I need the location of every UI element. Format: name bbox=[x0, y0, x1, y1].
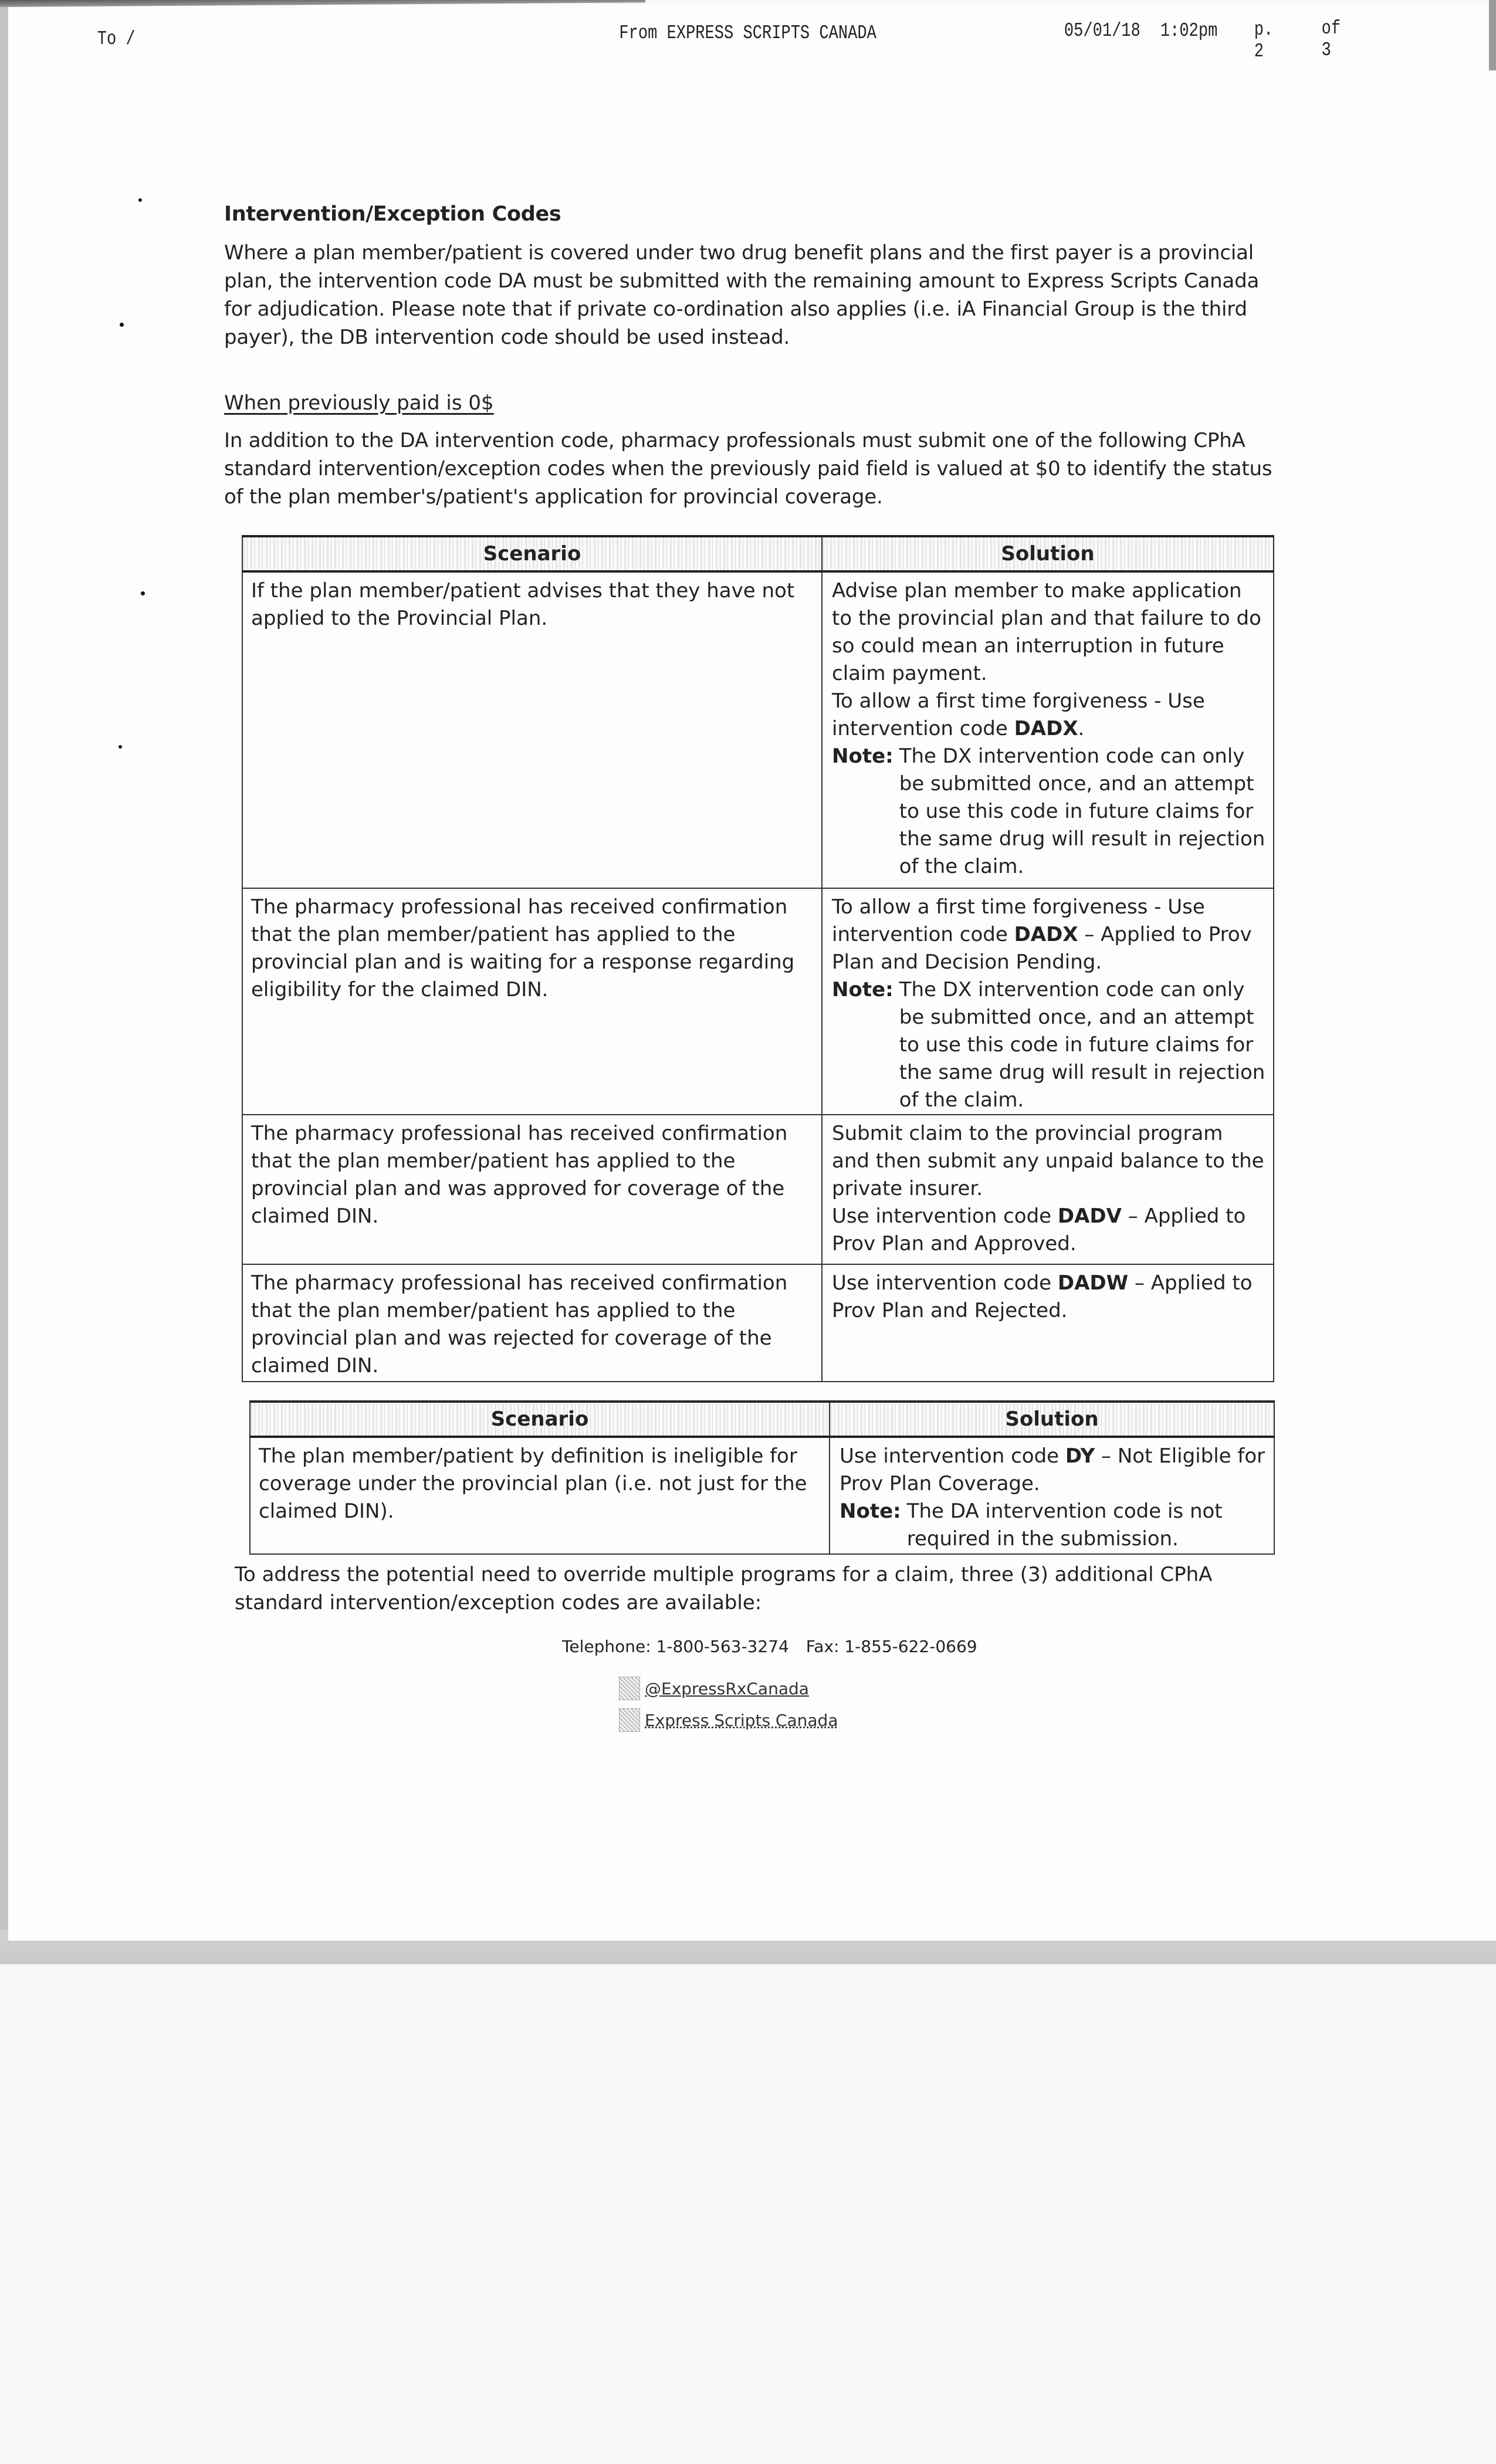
scenario-cell: The pharmacy professional has received confirmation that the plan member/patient has applied to the provincial plan and is waiting for a response regarding eligibility for the claimed DIN. bbox=[242, 888, 822, 1115]
scenario-cell: The pharmacy professional has received confirmation that the plan member/patient has applied to the provincial plan and was rejected for coverage of the claimed DIN. bbox=[242, 1264, 822, 1382]
column-header-solution: Solution bbox=[822, 536, 1274, 571]
scan-speck bbox=[138, 198, 142, 202]
codes-table bbox=[242, 535, 1274, 1382]
closing-paragraph: To address the potential need to override multiple programs for a claim, three (3) additional CPhA standard intervention/exception codes are available: bbox=[235, 1563, 1213, 1615]
solution-code-line bbox=[832, 1270, 1266, 1325]
solution-text: Advise plan member to make application to the provincial plan and that failure to do so could mean an interruption in future claim payment. bbox=[832, 579, 1261, 685]
scenario-cell: The plan member/patient by definition is ineligible for coverage under the provincial plan (i.e. not just for the claimed DIN). bbox=[250, 1437, 830, 1554]
linkedin-link-row bbox=[619, 1708, 838, 1732]
solution-cell bbox=[822, 888, 1274, 1115]
note-text: The DA intervention code is not required in the submission. bbox=[906, 1500, 1223, 1551]
column-header-scenario: Scenario bbox=[242, 536, 822, 571]
note bbox=[832, 976, 1266, 1114]
solution-suffix: . bbox=[1078, 717, 1085, 740]
table-header-row bbox=[242, 536, 1274, 571]
contact-line bbox=[562, 1637, 989, 1656]
solution-suffix: – Not Eligible for Prov Plan Coverage. bbox=[840, 1444, 1265, 1495]
solution-text: Submit claim to the provincial program and then submit any unpaid balance to the private insurer. bbox=[832, 1122, 1264, 1200]
table-header-row bbox=[250, 1402, 1274, 1437]
fax-to: To / bbox=[97, 28, 136, 50]
fax-header bbox=[8, 18, 1341, 62]
scan-edge-right bbox=[1489, 0, 1496, 70]
table-row bbox=[250, 1437, 1274, 1554]
section-title: Intervention/Exception Codes bbox=[224, 202, 561, 226]
linkedin-link[interactable]: Express Scripts Canada bbox=[645, 1710, 838, 1730]
solution-cell bbox=[822, 1264, 1274, 1382]
solution-cell bbox=[822, 571, 1274, 888]
subsection-heading: When previously paid is 0$ bbox=[224, 391, 494, 415]
solution-suffix: – Applied to Prov Plan and Approved. bbox=[832, 1204, 1246, 1255]
intervention-code: DADX bbox=[1014, 923, 1078, 946]
fax-number: Fax: 1-855-622-0669 bbox=[805, 1637, 977, 1656]
intervention-code: DADV bbox=[1057, 1204, 1122, 1228]
solution-cell bbox=[830, 1437, 1274, 1554]
solution-cell bbox=[822, 1115, 1274, 1264]
column-header-scenario: Scenario bbox=[250, 1402, 830, 1437]
main-content bbox=[224, 202, 1280, 511]
ineligible-table bbox=[249, 1400, 1275, 1555]
twitter-link-row bbox=[619, 1677, 809, 1700]
scenario-cell: If the plan member/patient advises that they have not applied to the Provincial Plan. bbox=[242, 571, 822, 888]
solution-prefix: Use intervention code bbox=[832, 1271, 1058, 1295]
subsection-paragraph: In addition to the DA intervention code, pharmacy professionals must submit one of the following CPhA standard intervention/exception codes when the previously paid field is valued at $0 to identify the status of the plan member's/patient's application for provincial coverage. bbox=[224, 429, 1272, 509]
solution-prefix: Use intervention code bbox=[832, 1204, 1058, 1228]
intervention-code: DADX bbox=[1014, 717, 1078, 740]
fax-page-total: of 3 bbox=[1321, 18, 1341, 61]
column-header-solution: Solution bbox=[830, 1402, 1274, 1437]
note-label: Note: bbox=[832, 744, 893, 768]
intervention-code: DADW bbox=[1057, 1271, 1129, 1295]
twitter-link[interactable]: @ExpressRxCanada bbox=[645, 1678, 809, 1698]
scan-speck bbox=[119, 745, 122, 749]
fax-date: 05/01/18 bbox=[1064, 20, 1140, 42]
note-label: Note: bbox=[840, 1500, 901, 1523]
solution-code-line bbox=[832, 893, 1266, 976]
solution-code-line bbox=[840, 1443, 1267, 1498]
fax-page-number: p. 2 bbox=[1254, 19, 1274, 62]
intervention-code: DY bbox=[1065, 1444, 1095, 1468]
solution-suffix: – Applied to Prov Plan and Rejected. bbox=[832, 1271, 1253, 1322]
table-row bbox=[242, 888, 1274, 1115]
linkedin-icon bbox=[619, 1708, 640, 1732]
solution-code-line bbox=[832, 1203, 1266, 1258]
solution-prefix: Use intervention code bbox=[840, 1444, 1065, 1468]
note-text: The DX intervention code can only be submitted once, and an attempt to use this code in future claims for the same drug will result in rejection of the claim. bbox=[899, 744, 1265, 878]
solution-suffix: – Applied to Prov Plan and Decision Pending. bbox=[832, 923, 1252, 974]
scenario-cell: The pharmacy professional has received confirmation that the plan member/patient has applied to the provincial plan and was approved for coverage of the claimed DIN. bbox=[242, 1115, 822, 1264]
scan-speck bbox=[120, 323, 124, 327]
fax-time: 1:02pm bbox=[1160, 20, 1218, 42]
note-label: Note: bbox=[832, 978, 893, 1001]
scan-edge-left bbox=[0, 0, 8, 1962]
scan-speck bbox=[141, 591, 145, 595]
note bbox=[832, 743, 1266, 881]
solution-prefix: To allow a first time forgiveness - Use intervention code bbox=[832, 689, 1205, 740]
table-row bbox=[242, 1264, 1274, 1382]
telephone: Telephone: 1-800-563-3274 bbox=[562, 1637, 789, 1656]
table-row bbox=[242, 571, 1274, 888]
solution-code-line bbox=[832, 688, 1266, 743]
note bbox=[840, 1498, 1267, 1553]
twitter-icon bbox=[619, 1677, 640, 1700]
solution-prefix: To allow a first time forgiveness - Use intervention code bbox=[832, 895, 1205, 946]
table-row bbox=[242, 1115, 1274, 1264]
fax-from: From EXPRESS SCRIPTS CANADA bbox=[619, 22, 876, 44]
intro-paragraph: Where a plan member/patient is covered under two drug benefit plans and the first payer is a provincial plan, the intervention code DA must be submitted with the remaining amount to Express Scripts Canada for adjudication. Please note that if private co-ordination also applies (i.e. iA Financial Group is the third payer), the DB intervention code should be used instead. bbox=[224, 241, 1260, 349]
note-text: The DX intervention code can only be submitted once, and an attempt to use this code in future claims for the same drug will result in rejection of the claim. bbox=[899, 978, 1265, 1112]
